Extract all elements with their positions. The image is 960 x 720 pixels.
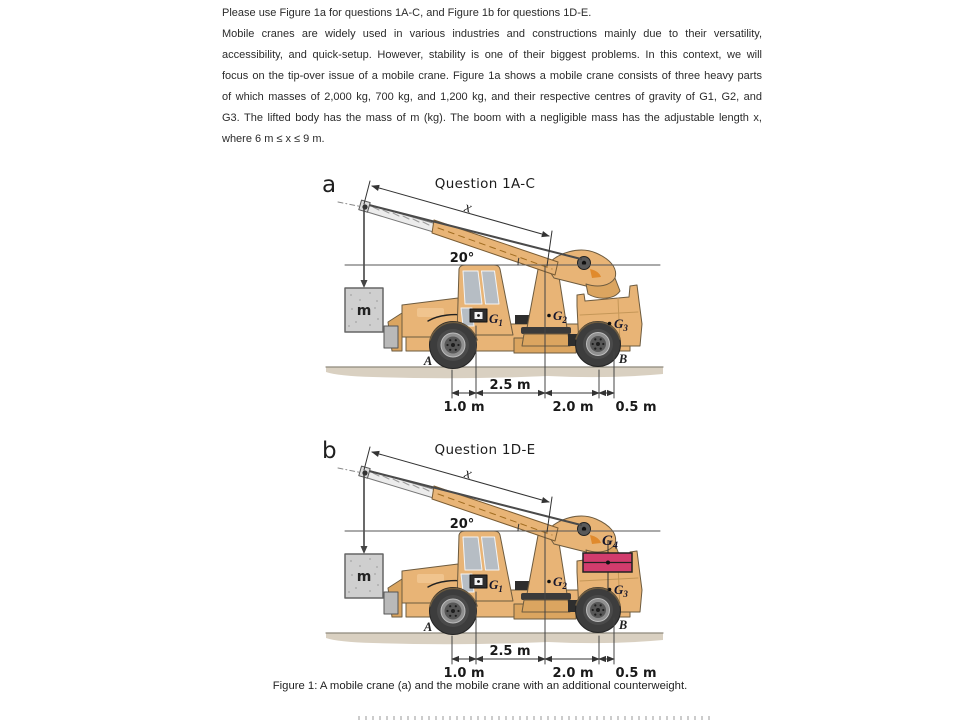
g4-label: $G_4$: [602, 533, 618, 552]
contact-point-b-label: B: [618, 618, 628, 632]
intro-paragraph: [222, 3, 762, 150]
dim-label-1-0: 1.0 m: [443, 666, 485, 681]
contact-point-a-label: A: [423, 354, 433, 368]
g3-label: $G_3$: [614, 316, 628, 333]
figure-a-title: Question 1A-C: [434, 176, 536, 192]
panel-label-b: b: [322, 438, 337, 464]
figure-1a: [318, 174, 668, 419]
intro-line: focus on the tip-over issue of a mobile crane. Figure 1a shows a mobile crane consists of three heavy parts: [222, 70, 762, 82]
boom-length-label: x: [462, 199, 474, 217]
angle-label: 20°: [449, 517, 475, 532]
figure-caption: Figure 1: A mobile crane (a) and the mobile crane with an additional counterweight.: [272, 680, 688, 692]
g2-label: $G_2$: [553, 574, 567, 591]
intro-line: accessibility, and quick-setup. However, stability is one of their biggest problems. In this context, we will: [222, 49, 762, 61]
g1-label: $G_1$: [489, 577, 503, 594]
intro-line: G3. The lifted body has the mass of m (kg). The boom with a negligible mass has the adjustable length x,: [222, 112, 762, 124]
dim-label-2-5: 2.5 m: [489, 644, 531, 659]
dim-label-1-0: 1.0 m: [443, 400, 485, 415]
g1-label: $G_1$: [489, 311, 503, 328]
intro-line: Mobile cranes are widely used in various industries and constructions mainly due to their versatility,: [222, 28, 762, 40]
contact-point-a-label: A: [423, 620, 433, 634]
intro-line: Please use Figure 1a for questions 1A-C, and Figure 1b for questions 1D-E.: [222, 7, 592, 19]
dim-label-2-0: 2.0 m: [552, 400, 594, 415]
intro-line: of which masses of 2,000 kg, 700 kg, and 1,200 kg, and their respective centres of gravity of G1, G2, and: [222, 91, 762, 103]
boom-length-label: x: [462, 465, 474, 483]
figure-b-title: Question 1D-E: [434, 442, 536, 458]
dim-label-2-5: 2.5 m: [489, 378, 531, 393]
panel-label-a: a: [322, 172, 337, 198]
figure-1b: [318, 440, 668, 685]
truncated-text-line: [358, 716, 710, 720]
load-mass-label: m: [356, 569, 372, 585]
g3-label: $G_3$: [614, 582, 628, 599]
dim-label-2-0: 2.0 m: [552, 666, 594, 681]
angle-label: 20°: [449, 251, 475, 266]
contact-point-b-label: B: [618, 352, 628, 366]
load-mass-label: m: [356, 303, 372, 319]
g2-label: $G_2$: [553, 308, 567, 325]
intro-line: where 6 m ≤ x ≤ 9 m.: [222, 133, 325, 145]
dim-label-0-5: 0.5 m: [615, 400, 657, 415]
dim-label-0-5: 0.5 m: [615, 666, 657, 681]
